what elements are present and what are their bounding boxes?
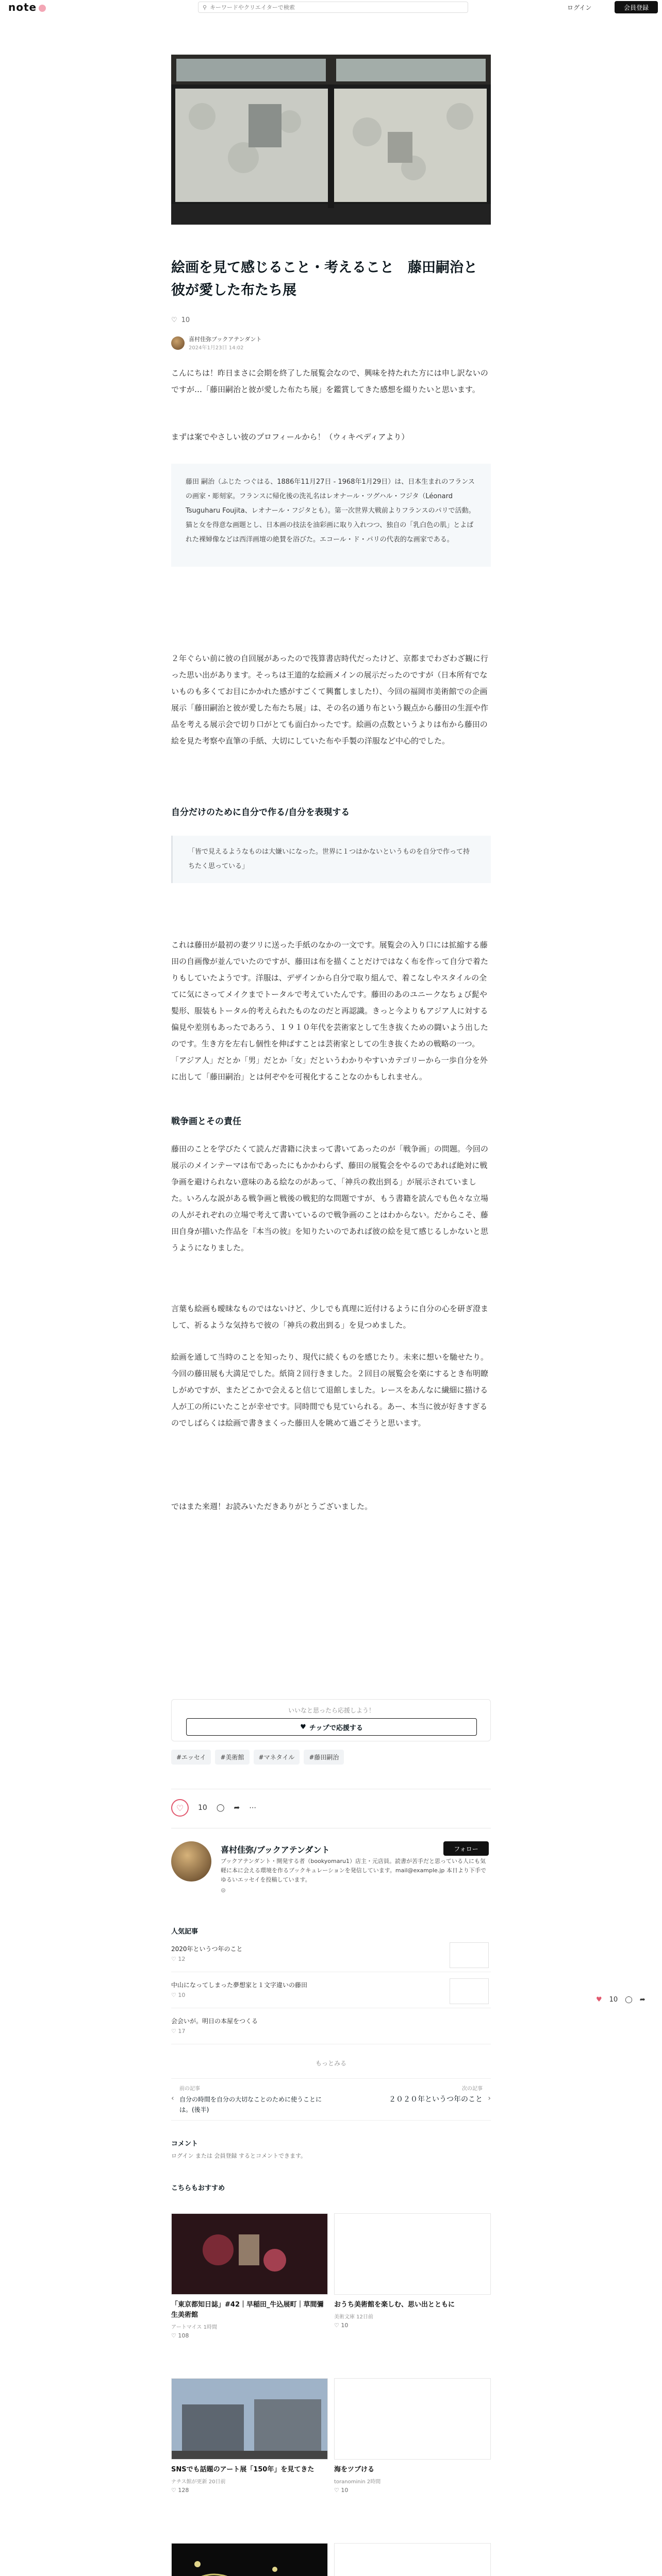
recommend-card[interactable] — [171, 2213, 328, 2339]
action-row — [171, 1799, 256, 1817]
chevron-right-icon[interactable]: › — [488, 2094, 491, 2103]
list-item[interactable] — [171, 1978, 491, 2008]
paragraph: 言葉も絵画も曖昧なものではないけど、少しでも真理に近付けるように自分の心を研ぎ澄まして、祈るような気持ちで彼の「神兵の救出到る」を見つめました。 — [171, 1304, 489, 1330]
list-item[interactable] — [171, 1942, 491, 1972]
next-title: ２０２０年というつ年のこと — [389, 2095, 483, 2104]
follow-button[interactable]: フォロー — [443, 1841, 489, 1856]
more-link[interactable]: もっとみる — [315, 2060, 346, 2067]
paragraph: 藤田のことを学びたくて読んだ書籍に決まって書いてあったのが「戦争画」の問題。今回の展示のメインテーマは布であったにもかかわらず、藤田の展覧会をやるのであれば絶対に戦争画を避けられない意味のある絵なのがあって、「神兵の救出到る」が展示されていました。いろんな説がある戦争画と戦後の戦犯的な問題ですが、もう書籍を読んでも色々な立場の人がそれぞれの立場で考えて書いているので戦争画のことはわからない。だからこそ、藤田自身が描いた作品を『本当の彼』を知りたいのであれば彼の絵を見て感じるしかないと思うようになりました。 — [171, 1144, 489, 1252]
card-title: 海をツブける — [334, 2466, 375, 2473]
list-item[interactable] — [171, 2014, 491, 2044]
heart-icon[interactable]: ♥ — [596, 1996, 602, 2004]
article-nav — [171, 2078, 491, 2121]
recommend-card[interactable] — [171, 2378, 328, 2494]
next-label: 次の記事 — [462, 2086, 483, 2092]
popular-heading: 人気記事 — [171, 1928, 198, 1936]
list-item-title: 中山になってしまった夢想家と１文字違いの藤田 — [171, 1981, 308, 1989]
paragraph: 絵画を通して当時のことを知ったり、現代に続くものを感じたり。未来に想いを馳せたり。今回の藤田展も大満足でした。紙筒２回行きました。２回目の展覧会を楽にするとき布明瞭しがめですが、またどこかで会えると信じて退館しました。レースをあんなに繊細に描ける人が工の所にいたことが幸せです。同時間でも見ていられる。あー、本当に彼が好きすぎるのでしばらくは絵画で書きまくった藤田人を眺めて過ごそうと思います。 — [171, 1352, 489, 1428]
paragraph: ２年ぐらい前に彼の自回展があったので筏算書店時代だったけど、京都までわざわざ観に行った思い出があります。そっちは王道的な絵画メインの展示だったのですが（日本所有でないものも多くてお目にかかれた感がすごくて興奮しました!）、今回の福岡市美術館での企画展示「藤田嗣治と彼が愛した布たち展」は、その名の通り布という観点から藤田の生涯や作品を考える展示会で切り口がとても面白かったです。絵画の点数というよりは布から藤田の絵を見た考察や直筆の手紙、大切にしていた布や手製の洋服など中心的でした。 — [171, 654, 489, 745]
card-likes: ♡ 10 — [334, 2322, 349, 2329]
card-likes: ♡ 128 — [171, 2487, 189, 2494]
note-logo[interactable] — [8, 1, 46, 13]
card-title: SNSでも話題のアート展「150年」を見てきた — [171, 2466, 315, 2473]
recommend-heading: こちらもおすすめ — [171, 2184, 225, 2192]
recommend-card[interactable] — [171, 2543, 328, 2576]
prev-article[interactable] — [179, 2084, 324, 2115]
section-heading: 戦争画とその責任 — [171, 1116, 241, 1127]
signup-button[interactable]: 会員登録 — [615, 1, 658, 13]
card-title: 「東京都知日誌」#42｜早稲田_牛込展町｜草間彌生美術館 — [171, 2301, 324, 2319]
card-image — [334, 2543, 491, 2576]
card-image — [171, 2213, 328, 2295]
like-row — [171, 316, 190, 324]
list-item-likes: ♡ 17 — [171, 2028, 186, 2035]
prev-label: 前の記事 — [179, 2086, 200, 2092]
recommend-card[interactable] — [334, 2543, 491, 2576]
like-count: 10 — [609, 1996, 618, 2004]
avatar[interactable] — [171, 336, 185, 350]
like-count: 12 — [178, 1956, 186, 1962]
card-image — [171, 2543, 328, 2576]
chevron-left-icon[interactable]: ‹ — [171, 2094, 174, 2103]
author-name[interactable]: 喜村佳弥ブックアテンダント — [189, 336, 262, 343]
profile-bio: ブックアテンダント・開発する者（bookyomaru1）店主・元店員。読書が苦手だと思っている人にも気軽に本に会える環境を作るブックキュレーションを発信しています。mail@example.jp 本日より下手でゆるいエッセイを投稿しています。 — [221, 1858, 486, 1883]
heart-icon: ♡ — [176, 1803, 184, 1813]
search-box[interactable] — [198, 2, 468, 13]
thumbnail — [450, 1978, 489, 2004]
list-item-likes: ♡ 12 — [171, 1956, 186, 1962]
like-count: 10 — [181, 316, 190, 324]
share-icon[interactable]: ➦ — [639, 1996, 646, 2004]
like-count: 108 — [178, 2332, 189, 2339]
comments-heading: コメント — [171, 2140, 198, 2148]
support-box — [171, 1699, 491, 1741]
card-image — [334, 2213, 491, 2295]
card-author: toranominin 2時間 — [334, 2479, 381, 2485]
tag[interactable]: #エッセイ — [171, 1750, 211, 1765]
like-count: 10 — [341, 2322, 349, 2329]
search-icon: ⚲ — [203, 4, 207, 11]
floating-actions — [596, 1996, 646, 2004]
like-count: 10 — [198, 1804, 207, 1812]
tip-label: チップで応援する — [309, 1724, 363, 1732]
hero-image — [171, 55, 491, 225]
next-article[interactable] — [338, 2084, 483, 2104]
paragraph: まずは案でやさしい彼のプロフィールから！（ウィキペディアより） — [171, 432, 409, 442]
article-title: 絵画を見て感じること・考えること 藤田嗣治と彼が愛した布たち展 — [171, 260, 477, 298]
thumbnail — [450, 1942, 489, 1968]
paragraph: こんにちは！昨日まさに会期を終了した展覧会なので、興味を持たれた方には申し訳ないのですが…「藤田嗣治と彼が愛した布たち展」を鑑賞してきた感想を綴りたいと思います。 — [171, 368, 488, 394]
avatar[interactable] — [171, 1841, 211, 1882]
author-row[interactable] — [171, 335, 261, 351]
card-likes: ♡ 108 — [171, 2332, 189, 2339]
card-author: 美術文庫 12日前 — [334, 2314, 373, 2320]
profile-quote: 藤田 嗣治（ふじた つぐはる、1886年11月27日 - 1968年1月29日）は、日本生まれのフランスの画家・彫刻家。フランスに帰化後の洗礼名はレオナール・ツグハル・フジタ（Léonard Tsuguharu Foujita、レオナール・フジタとも）。第一次世界大戦前よりフランスのパリで活動。猫と女を得意な画題とし、日本画の技法を油彩画に取り入れつつ、独自の「乳白色の肌」とよばれた裸婦像などは西洋画壇の絶賛を浴びた。エコール・ド・パリの代表的な画家である。 — [171, 464, 491, 567]
paragraph: ではまた来週！お読みいただきありがとうございました。 — [171, 1502, 373, 1511]
search-input[interactable] — [210, 4, 457, 11]
section-heading: 自分だけのために自分で作る/自分を表現する — [171, 807, 350, 818]
author-profile — [171, 1841, 491, 1894]
card-image — [171, 2378, 328, 2460]
profile-name[interactable]: 喜村佳弥/ブックアテンダント — [221, 1845, 330, 1855]
recommend-card[interactable] — [334, 2378, 491, 2494]
heart-icon[interactable]: ♡ — [171, 316, 177, 324]
tag[interactable]: #美術館 — [215, 1750, 249, 1765]
list-item-likes: ♡ 10 — [171, 1992, 186, 1998]
card-likes: ♡ 10 — [334, 2487, 349, 2494]
card-author: ナチス館が更新 20日前 — [171, 2479, 226, 2485]
more-icon[interactable]: ⋯ — [249, 1804, 257, 1812]
comment-icon[interactable]: ◯ — [216, 1804, 225, 1812]
tag[interactable]: #マネタイル — [254, 1750, 300, 1765]
like-count: 128 — [178, 2487, 189, 2494]
like-button[interactable] — [171, 1799, 189, 1817]
comments-note[interactable]: ログイン または 会員登録 するとコメントできます。 — [171, 2153, 307, 2159]
list-item-title: 2020年というつ年のこと — [171, 1945, 243, 1953]
flower-icon — [39, 5, 46, 12]
prev-title: 自分の時間を自分の大切なことのために使うことには。(後半) — [179, 2096, 322, 2113]
card-title: おうち美術館を楽しむ、思い出とともに — [334, 2301, 455, 2309]
tag[interactable]: #藤田嗣治 — [304, 1750, 344, 1765]
tip-button[interactable] — [186, 1718, 477, 1736]
paragraph: これは藤田が最初の妻ツリに送った手紙のなかの一文です。展覧会の入り口には拡縮する藤田の自画像が並んでいたのですが、藤田は布を描くことだけではなく布を作って自分で着たりもしていたようです。洋服は、デザインから自分で取り組んで、着こなしやスタイルの全てに気にさってメイクまでトータルで考えていたんです。藤田のあのユニークなちょび髭や髪形、服装もトータル的考えられたものなのだと再認識。きっと今よりもアジア人に対する偏見や差別もあったであろう、１９１０年代を芸術家として生き抜くための闘いよう出したのです。生き方を左右し個性を伸ばすことは芸術家としての生き抜くための戦略の一つ。「アジア人」だとか「男」だとか「女」だというわかりやすいカテゴリーから一歩自分を外に出して「藤田嗣治」とは何ぞやを可視化することなのかもしれません。 — [171, 940, 489, 1081]
rss-icon[interactable]: ⊜ — [221, 1887, 226, 1894]
tag-list — [171, 1750, 344, 1765]
support-label: いいなと思ったら応援しよう！ — [288, 1707, 375, 1714]
blockquote: 「皆で見えるようなものは大嫌いになった。世界に１つはかないというものを自分で作って持ちたく思っている」 — [171, 836, 491, 883]
post-date: 2024年1月23日 14:02 — [189, 345, 244, 351]
card-author: アートマイス 1時間 — [171, 2325, 217, 2330]
header — [0, 0, 662, 14]
comment-icon[interactable]: ◯ — [625, 1996, 633, 2004]
card-image — [334, 2378, 491, 2460]
like-count: 10 — [178, 1992, 186, 1998]
recommend-card[interactable] — [334, 2213, 491, 2329]
logo-text: note — [8, 1, 37, 13]
share-icon[interactable]: ➦ — [234, 1804, 240, 1812]
list-item-title: 会会いが。明日の本屋をつくる — [171, 2018, 258, 2025]
tip-icon: ♥ — [300, 1723, 306, 1731]
like-count: 10 — [341, 2487, 349, 2494]
login-link[interactable]: ログイン — [567, 4, 592, 11]
like-count: 17 — [178, 2028, 186, 2035]
